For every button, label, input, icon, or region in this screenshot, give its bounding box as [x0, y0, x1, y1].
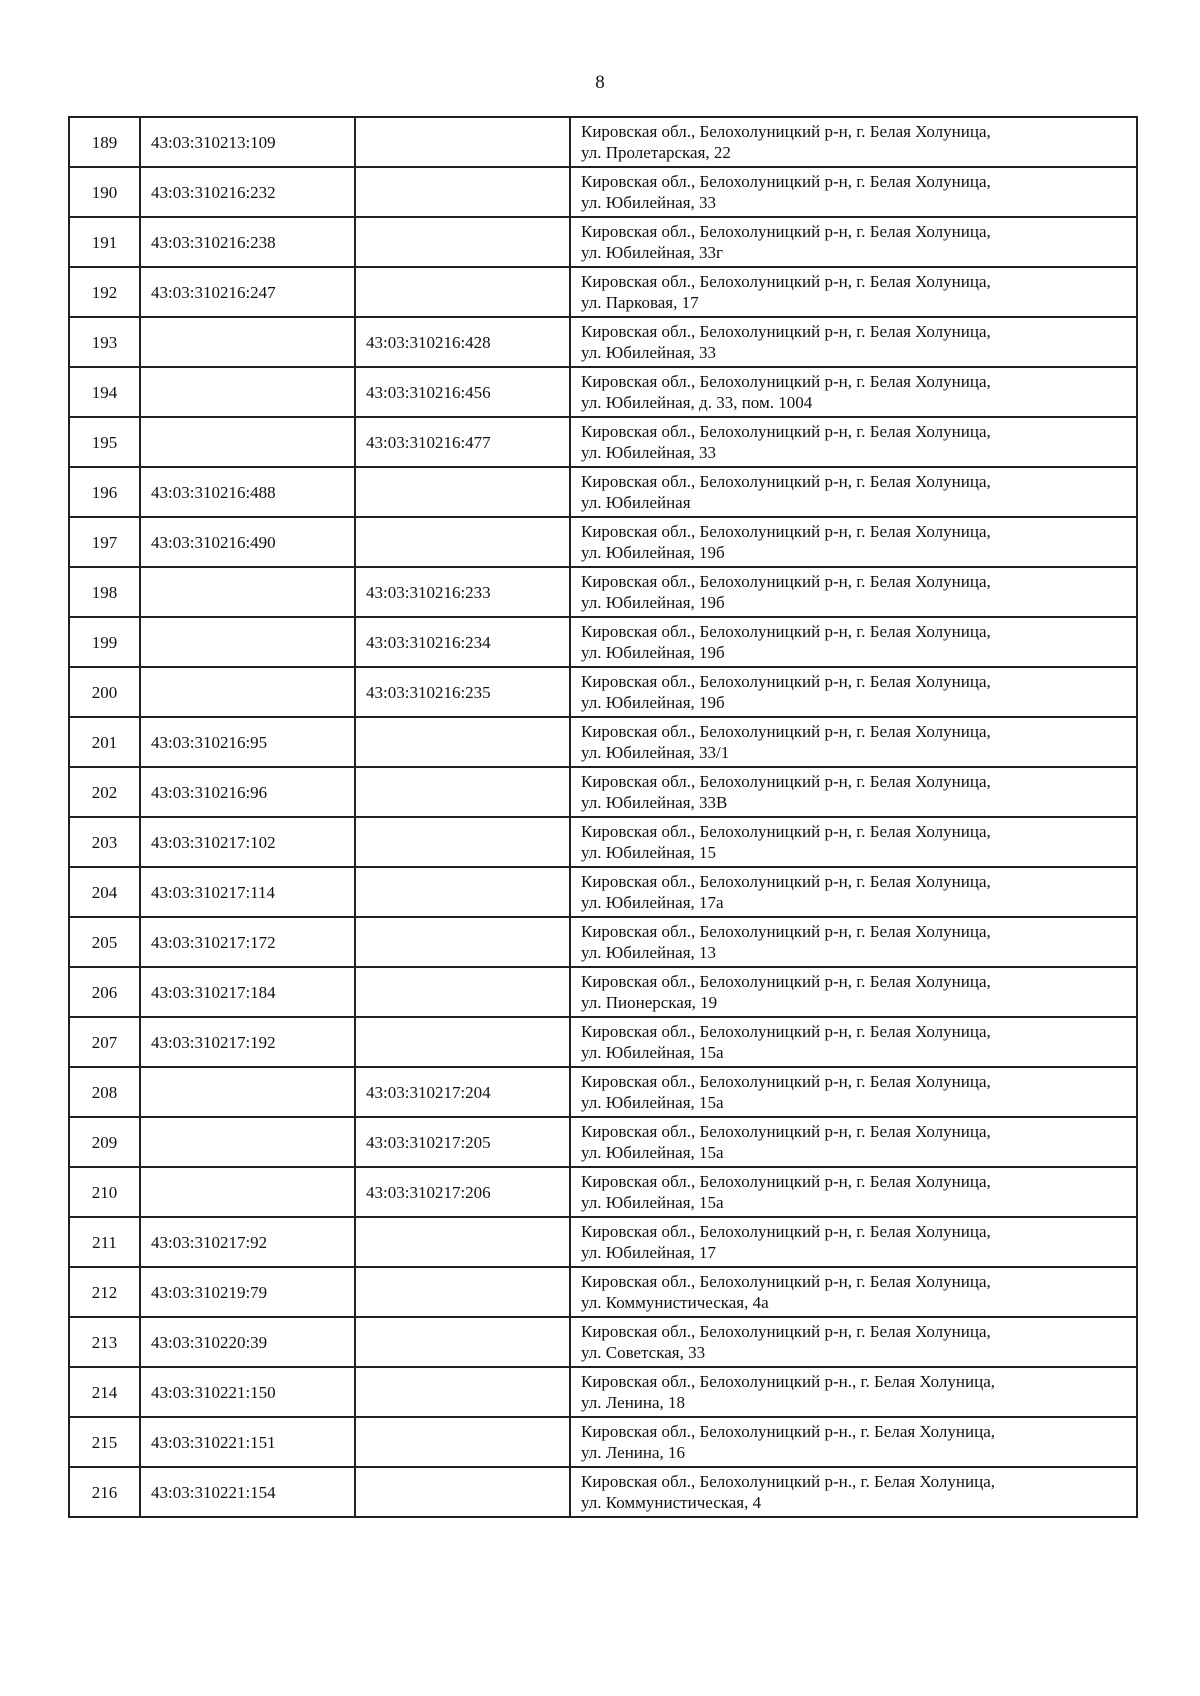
address-cell	[570, 567, 1137, 617]
cadastral-number-cell	[140, 617, 355, 667]
table-row	[69, 1217, 1137, 1267]
row-number-cell: 195	[69, 417, 140, 467]
address-line-street: ул. Юбилейная	[581, 493, 691, 512]
address-line-region: Кировская обл., Белохолуницкий р-н, г. Белая Холуница,	[581, 772, 991, 791]
cadastral-number-cell: 43:03:310217:92	[140, 1217, 355, 1267]
address-line-region: Кировская обл., Белохолуницкий р-н, г. Белая Холуница,	[581, 1272, 991, 1291]
cadastral-number-cell: 43:03:310217:102	[140, 817, 355, 867]
table-row	[69, 1367, 1137, 1417]
address-line-region: Кировская обл., Белохолуницкий р-н, г. Белая Холуница,	[581, 572, 991, 591]
cadastral-number-cell: 43:03:310219:79	[140, 1267, 355, 1317]
table-row	[69, 1317, 1137, 1367]
address-line-region: Кировская обл., Белохолуницкий р-н, г. Белая Холуница,	[581, 172, 991, 191]
cadastral-number-cell	[140, 667, 355, 717]
address-line-region: Кировская обл., Белохолуницкий р-н, г. Белая Холуница,	[581, 872, 991, 891]
table-row	[69, 517, 1137, 567]
table-row	[69, 1267, 1137, 1317]
address-cell	[570, 667, 1137, 717]
table-row	[69, 217, 1137, 267]
address-line-street: ул. Юбилейная, 33	[581, 343, 717, 362]
address-line-region: Кировская обл., Белохолуницкий р-н, г. Белая Холуница,	[581, 1322, 991, 1341]
address-cell	[570, 1067, 1137, 1117]
address-line-region: Кировская обл., Белохолуницкий р-н, г. Белая Холуница,	[581, 1022, 991, 1041]
address-line-region: Кировская обл., Белохолуницкий р-н, г. Белая Холуница,	[581, 822, 991, 841]
cadastral-number-cell	[140, 417, 355, 467]
cadastral-number-cell: 43:03:310216:247	[140, 267, 355, 317]
secondary-cadastral-number-cell	[355, 1417, 570, 1467]
secondary-cadastral-number-cell	[355, 1267, 570, 1317]
secondary-cadastral-number-cell	[355, 1367, 570, 1417]
row-number-cell: 197	[69, 517, 140, 567]
secondary-cadastral-number-cell	[355, 1467, 570, 1517]
row-number-cell: 216	[69, 1467, 140, 1517]
secondary-cadastral-number-cell	[355, 767, 570, 817]
row-number-cell: 205	[69, 917, 140, 967]
table-row	[69, 767, 1137, 817]
address-line-street: ул. Юбилейная, 17	[581, 1243, 717, 1262]
cadastral-number-cell: 43:03:310217:192	[140, 1017, 355, 1067]
secondary-cadastral-number-cell	[355, 167, 570, 217]
address-line-region: Кировская обл., Белохолуницкий р-н, г. Белая Холуница,	[581, 322, 991, 341]
cadastral-number-cell: 43:03:310220:39	[140, 1317, 355, 1367]
address-cell	[570, 1417, 1137, 1467]
secondary-cadastral-number-cell: 43:03:310216:235	[355, 667, 570, 717]
address-cell	[570, 1217, 1137, 1267]
address-cell	[570, 617, 1137, 667]
address-line-street: ул. Юбилейная, 15	[581, 843, 717, 862]
address-cell	[570, 1117, 1137, 1167]
row-number-cell: 198	[69, 567, 140, 617]
address-line-region: Кировская обл., Белохолуницкий р-н., г. Белая Холуница,	[581, 1372, 995, 1391]
address-line-street: ул. Юбилейная, 15а	[581, 1143, 724, 1162]
secondary-cadastral-number-cell	[355, 267, 570, 317]
row-number-cell: 194	[69, 367, 140, 417]
address-line-street: ул. Юбилейная, 33	[581, 193, 717, 212]
row-number-cell: 201	[69, 717, 140, 767]
address-line-street: ул. Коммунистическая, 4	[581, 1493, 762, 1512]
secondary-cadastral-number-cell: 43:03:310216:234	[355, 617, 570, 667]
table-row	[69, 417, 1137, 467]
address-cell	[570, 517, 1137, 567]
address-line-region: Кировская обл., Белохолуницкий р-н, г. Белая Холуница,	[581, 372, 991, 391]
table-row	[69, 367, 1137, 417]
row-number-cell: 215	[69, 1417, 140, 1467]
address-line-street: ул. Юбилейная, 15а	[581, 1043, 724, 1062]
secondary-cadastral-number-cell	[355, 1017, 570, 1067]
address-line-region: Кировская обл., Белохолуницкий р-н, г. Белая Холуница,	[581, 122, 991, 141]
address-line-region: Кировская обл., Белохолуницкий р-н, г. Белая Холуница,	[581, 222, 991, 241]
address-line-region: Кировская обл., Белохолуницкий р-н, г. Белая Холуница,	[581, 472, 991, 491]
secondary-cadastral-number-cell	[355, 917, 570, 967]
cadastral-table	[68, 116, 1138, 1518]
address-line-region: Кировская обл., Белохолуницкий р-н, г. Белая Холуница,	[581, 722, 991, 741]
row-number-cell: 204	[69, 867, 140, 917]
secondary-cadastral-number-cell: 43:03:310217:205	[355, 1117, 570, 1167]
address-line-street: ул. Юбилейная, 19б	[581, 693, 725, 712]
address-line-street: ул. Юбилейная, 33	[581, 443, 717, 462]
row-number-cell: 210	[69, 1167, 140, 1217]
cadastral-number-cell: 43:03:310213:109	[140, 117, 355, 167]
address-cell	[570, 967, 1137, 1017]
address-line-street: ул. Юбилейная, 13	[581, 943, 717, 962]
cadastral-number-cell: 43:03:310216:238	[140, 217, 355, 267]
table-row	[69, 667, 1137, 717]
row-number-cell: 212	[69, 1267, 140, 1317]
table-row	[69, 317, 1137, 367]
cadastral-number-cell	[140, 567, 355, 617]
row-number-cell: 202	[69, 767, 140, 817]
table-row	[69, 267, 1137, 317]
address-cell	[570, 917, 1137, 967]
address-line-street: ул. Юбилейная, 33г	[581, 243, 724, 262]
secondary-cadastral-number-cell	[355, 717, 570, 767]
address-line-region: Кировская обл., Белохолуницкий р-н, г. Белая Холуница,	[581, 622, 991, 641]
address-cell	[570, 1317, 1137, 1367]
row-number-cell: 196	[69, 467, 140, 517]
address-line-street: ул. Юбилейная, 19б	[581, 643, 725, 662]
address-line-region: Кировская обл., Белохолуницкий р-н, г. Белая Холуница,	[581, 422, 991, 441]
secondary-cadastral-number-cell: 43:03:310216:477	[355, 417, 570, 467]
address-cell	[570, 117, 1137, 167]
table-row	[69, 117, 1137, 167]
cadastral-number-cell: 43:03:310216:488	[140, 467, 355, 517]
address-cell	[570, 167, 1137, 217]
secondary-cadastral-number-cell	[355, 817, 570, 867]
cadastral-number-cell: 43:03:310216:95	[140, 717, 355, 767]
row-number-cell: 203	[69, 817, 140, 867]
cadastral-number-cell: 43:03:310216:96	[140, 767, 355, 817]
address-line-region: Кировская обл., Белохолуницкий р-н, г. Белая Холуница,	[581, 922, 991, 941]
secondary-cadastral-number-cell: 43:03:310217:206	[355, 1167, 570, 1217]
table-row	[69, 1167, 1137, 1217]
table-row	[69, 1017, 1137, 1067]
secondary-cadastral-number-cell	[355, 517, 570, 567]
cadastral-number-cell: 43:03:310216:490	[140, 517, 355, 567]
secondary-cadastral-number-cell: 43:03:310216:428	[355, 317, 570, 367]
row-number-cell: 191	[69, 217, 140, 267]
address-line-street: ул. Коммунистическая, 4а	[581, 1293, 769, 1312]
page-number: 8	[595, 72, 605, 93]
address-cell	[570, 217, 1137, 267]
address-cell	[570, 767, 1137, 817]
address-line-street: ул. Ленина, 16	[581, 1443, 686, 1462]
table-row	[69, 167, 1137, 217]
address-cell	[570, 1367, 1137, 1417]
table-row	[69, 717, 1137, 767]
row-number-cell: 190	[69, 167, 140, 217]
row-number-cell: 207	[69, 1017, 140, 1067]
address-line-street: ул. Пролетарская, 22	[581, 143, 731, 162]
cadastral-number-cell: 43:03:310217:172	[140, 917, 355, 967]
address-line-region: Кировская обл., Белохолуницкий р-н, г. Белая Холуница,	[581, 1122, 991, 1141]
cadastral-number-cell: 43:03:310216:232	[140, 167, 355, 217]
row-number-cell: 209	[69, 1117, 140, 1167]
address-line-region: Кировская обл., Белохолуницкий р-н, г. Белая Холуница,	[581, 1072, 991, 1091]
secondary-cadastral-number-cell	[355, 217, 570, 267]
address-cell	[570, 317, 1137, 367]
table-row	[69, 1067, 1137, 1117]
address-line-region: Кировская обл., Белохолуницкий р-н, г. Белая Холуница,	[581, 1172, 991, 1191]
address-line-region: Кировская обл., Белохолуницкий р-н., г. Белая Холуница,	[581, 1422, 995, 1441]
secondary-cadastral-number-cell: 43:03:310216:233	[355, 567, 570, 617]
address-cell	[570, 867, 1137, 917]
table-row	[69, 567, 1137, 617]
table-row	[69, 1467, 1137, 1517]
row-number-cell: 211	[69, 1217, 140, 1267]
row-number-cell: 213	[69, 1317, 140, 1367]
address-cell	[570, 717, 1137, 767]
secondary-cadastral-number-cell: 43:03:310217:204	[355, 1067, 570, 1117]
secondary-cadastral-number-cell	[355, 867, 570, 917]
address-line-street: ул. Советская, 33	[581, 1343, 706, 1362]
table-body	[69, 117, 1137, 1517]
address-cell	[570, 367, 1137, 417]
address-cell	[570, 817, 1137, 867]
address-cell	[570, 1467, 1137, 1517]
address-line-region: Кировская обл., Белохолуницкий р-н, г. Белая Холуница,	[581, 672, 991, 691]
table-row	[69, 467, 1137, 517]
address-line-street: ул. Парковая, 17	[581, 293, 699, 312]
address-line-street: ул. Юбилейная, д. 33, пом. 1004	[581, 393, 813, 412]
row-number-cell: 199	[69, 617, 140, 667]
cadastral-number-cell: 43:03:310221:150	[140, 1367, 355, 1417]
address-line-street: ул. Ленина, 18	[581, 1393, 686, 1412]
secondary-cadastral-number-cell	[355, 1317, 570, 1367]
address-line-region: Кировская обл., Белохолуницкий р-н, г. Белая Холуница,	[581, 972, 991, 991]
cadastral-number-cell: 43:03:310221:154	[140, 1467, 355, 1517]
cadastral-number-cell: 43:03:310221:151	[140, 1417, 355, 1467]
row-number-cell: 192	[69, 267, 140, 317]
secondary-cadastral-number-cell	[355, 1217, 570, 1267]
row-number-cell: 208	[69, 1067, 140, 1117]
address-line-region: Кировская обл., Белохолуницкий р-н, г. Белая Холуница,	[581, 522, 991, 541]
table-row	[69, 617, 1137, 667]
address-line-street: ул. Юбилейная, 33/1	[581, 743, 730, 762]
row-number-cell: 206	[69, 967, 140, 1017]
cadastral-number-cell	[140, 317, 355, 367]
row-number-cell: 200	[69, 667, 140, 717]
table-row	[69, 917, 1137, 967]
cadastral-number-cell	[140, 1167, 355, 1217]
table-row	[69, 1417, 1137, 1467]
secondary-cadastral-number-cell	[355, 117, 570, 167]
address-cell	[570, 267, 1137, 317]
address-cell	[570, 467, 1137, 517]
table-row	[69, 817, 1137, 867]
cadastral-number-cell	[140, 1117, 355, 1167]
table-row	[69, 867, 1137, 917]
row-number-cell: 193	[69, 317, 140, 367]
secondary-cadastral-number-cell	[355, 967, 570, 1017]
cadastral-number-cell	[140, 367, 355, 417]
row-number-cell: 214	[69, 1367, 140, 1417]
address-line-region: Кировская обл., Белохолуницкий р-н., г. Белая Холуница,	[581, 1472, 995, 1491]
address-line-street: ул. Юбилейная, 15а	[581, 1193, 724, 1212]
address-line-region: Кировская обл., Белохолуницкий р-н, г. Белая Холуница,	[581, 272, 991, 291]
cadastral-number-cell: 43:03:310217:184	[140, 967, 355, 1017]
row-number-cell: 189	[69, 117, 140, 167]
secondary-cadastral-number-cell	[355, 467, 570, 517]
cadastral-number-cell: 43:03:310217:114	[140, 867, 355, 917]
address-cell	[570, 417, 1137, 467]
address-line-street: ул. Юбилейная, 33В	[581, 793, 728, 812]
address-cell	[570, 1167, 1137, 1217]
table-row	[69, 967, 1137, 1017]
address-line-street: ул. Юбилейная, 15а	[581, 1093, 724, 1112]
address-line-street: ул. Юбилейная, 19б	[581, 593, 725, 612]
address-line-street: ул. Юбилейная, 19б	[581, 543, 725, 562]
address-cell	[570, 1017, 1137, 1067]
address-line-region: Кировская обл., Белохолуницкий р-н, г. Белая Холуница,	[581, 1222, 991, 1241]
cadastral-number-cell	[140, 1067, 355, 1117]
table-row	[69, 1117, 1137, 1167]
address-cell	[570, 1267, 1137, 1317]
address-line-street: ул. Пионерская, 19	[581, 993, 718, 1012]
secondary-cadastral-number-cell: 43:03:310216:456	[355, 367, 570, 417]
address-line-street: ул. Юбилейная, 17а	[581, 893, 724, 912]
